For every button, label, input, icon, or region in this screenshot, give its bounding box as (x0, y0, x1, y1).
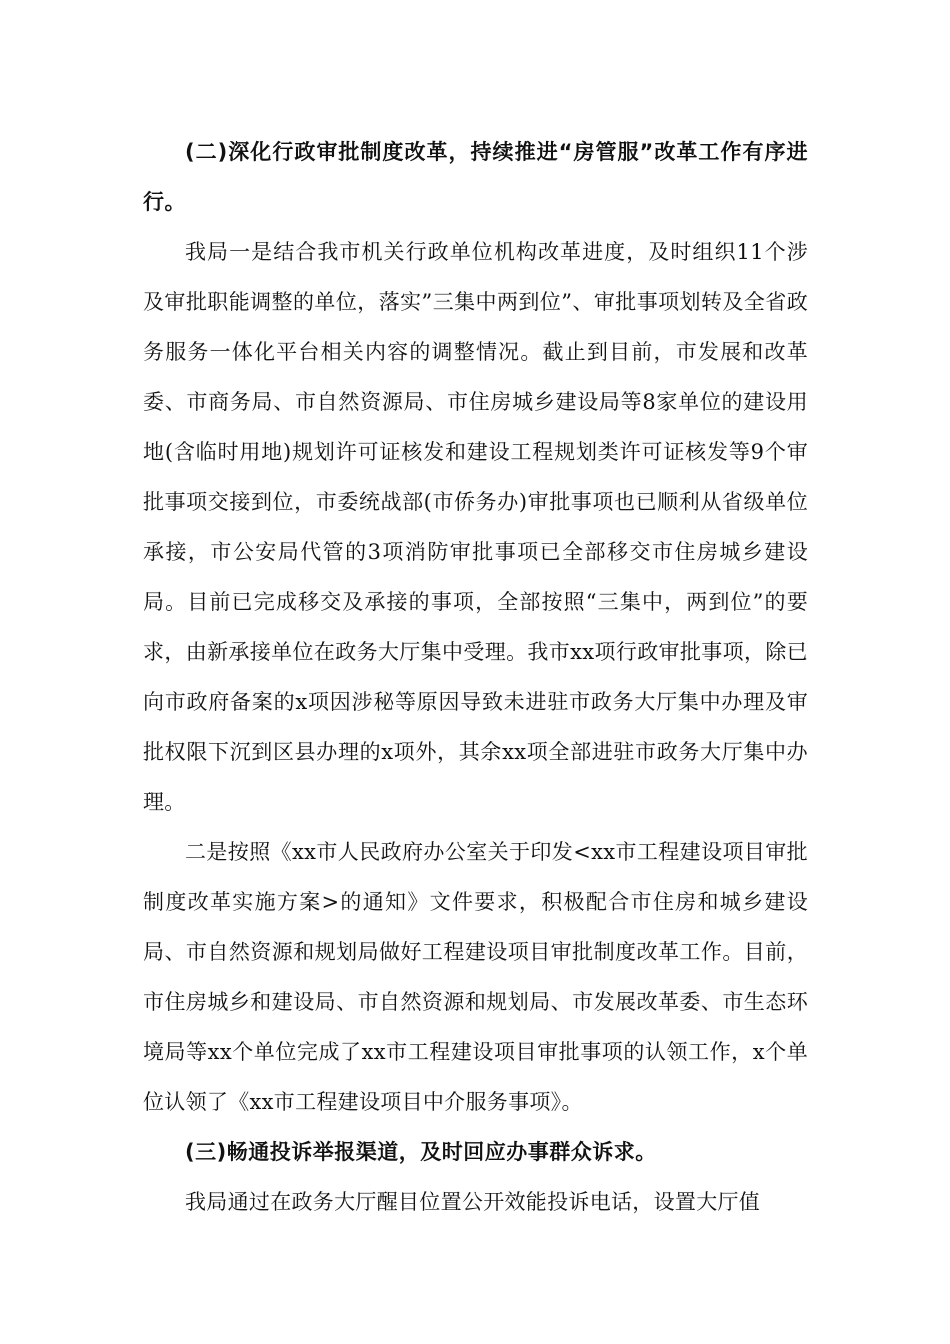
paragraph-reform-progress: 我局一是结合我市机关行政单位机构改革进度，及时组织11个涉及审批职能调整的单位，落实”三集中两到位”、审批事项划转及全省政务服务一体化平台相关内容的调整情况。截止到目前，市发展和改革委、市商务局、市自然资源局、市住房城乡建设局等8家单位的建设用地(含临时用地)规划许可证核发和建设工程规划类许可证核发等9个审批事项交接到位，市委统战部(市侨务办)审批事项也已顺利从省级单位承接，市公安局代管的3项消防审批事项已全部移交市住房城乡建设局。目前已完成移交及承接的事项，全部按照“三集中，两到位”的要求，由新承接单位在政务大厅集中受理。我市xx项行政审批事项，除已向市政府备案的x项因涉秘等原因导致未进驻市政务大厅集中办理及审批权限下沉到区县办理的x项外，其余xx项全部进驻市政务大厅集中办理。 (143, 240, 808, 814)
paragraph-complaint-channels: 我局通过在政务大厅醒目位置公开效能投诉电话，设置大厅值 (185, 1190, 761, 1214)
document-body (143, 127, 808, 1227)
section-heading-2: (二)深化行政审批制度改革，持续推进“房管服”改革工作有序进行。 (143, 140, 808, 214)
paragraph-engineering-approval: 二是按照《xx市人民政府办公室关于印发<xx市工程建设项目审批制度改革实施方案>的通知》文件要求，积极配合市住房和城乡建设局、市自然资源和规划局做好工程建设项目审批制度改革工作。目前，市住房城乡和建设局、市自然资源和规划局、市发展改革委、市生态环境局等xx个单位完成了xx市工程建设项目审批事项的认领工作，x个单位认领了《xx市工程建设项目中介服务事项》。 (143, 840, 808, 1114)
section-heading-3: (三)畅通投诉举报渠道，及时回应办事群众诉求。 (185, 1140, 657, 1164)
